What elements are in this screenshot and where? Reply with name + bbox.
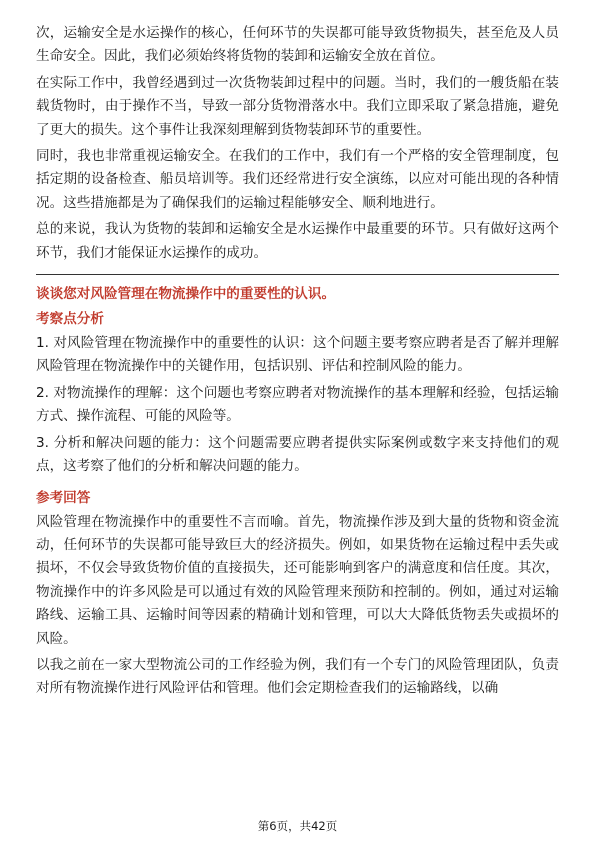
body-paragraph: 次，运输安全是水运操作的核心，任何环节的失误都可能导致货物损失，甚至危及人员生命安全。因此，我们必须始终将货物的装卸和运输安全放在首位。 xyxy=(36,25,559,65)
page-number: 第6页，共42页 xyxy=(257,819,338,833)
analysis-item: 1. 对风险管理在物流操作中的重要性的认识：这个问题主要考察应聘者是否了解并理解风险管理在物流操作中的关键作用，包括识别、评估和控制风险的能力。 xyxy=(36,335,559,375)
document-page xyxy=(36,22,559,704)
section-divider xyxy=(36,274,559,275)
analysis-heading: 考察点分析 xyxy=(36,311,104,328)
answer-heading: 参考回答 xyxy=(36,489,91,506)
analysis-item: 3. 分析和解决问题的能力：这个问题需要应聘者提供实际案例或数字来支持他们的观点，这考察了他们的分析和解决问题的能力。 xyxy=(36,434,559,475)
answer-paragraph: 风险管理在物流操作中的重要性不言而喻。首先，物流操作涉及到大量的货物和资金流动，任何环节的失误都可能导致巨大的经济损失。例如，如果货物在运输过程中丢失或损坏，不仅会导致货物价值的直接损失，还可能影响到客户的满意度和信任度。其次，物流操作中的许多风险是可以通过有效的风险管理来预防和控制的。例如，通过对运输路线、运输工具、运输时间等因素的精确计划和管理，可以大大降低货物丢失或损坏的风险。 xyxy=(36,513,559,647)
body-paragraph: 总的来说，我认为货物的装卸和运输安全是水运操作中最重要的环节。只有做好这两个环节，我们才能保证水运操作的成功。 xyxy=(36,221,559,261)
answer-paragraph: 以我之前在一家大型物流公司的工作经验为例，我们有一个专门的风险管理团队，负责对所有物流操作进行风险评估和管理。他们会定期检查我们的运输路线，以确 xyxy=(36,656,559,697)
body-paragraph: 同时，我也非常重视运输安全。在我们的工作中，我们有一个严格的安全管理制度，包括定期的设备检查、船员培训等。我们还经常进行安全演练，以应对可能出现的各种情况。这些措施都是为了确保我们的运输过程能够安全、顺利地进行。 xyxy=(36,148,559,211)
body-paragraph: 在实际工作中，我曾经遇到过一次货物装卸过程中的问题。当时，我们的一艘货船在装载货物时，由于操作不当，导致一部分货物滑落水中。我们立即采取了紧急措施，避免了更大的损失。这个事件让我深刻理解到货物装卸环节的重要性。 xyxy=(36,74,559,138)
interview-question: 谈谈您对风险管理在物流操作中的重要性的认识。 xyxy=(36,286,336,303)
analysis-item: 2. 对物流操作的理解：这个问题也考察应聘者对物流操作的基本理解和经验，包括运输方式、操作流程、可能的风险等。 xyxy=(36,384,559,425)
